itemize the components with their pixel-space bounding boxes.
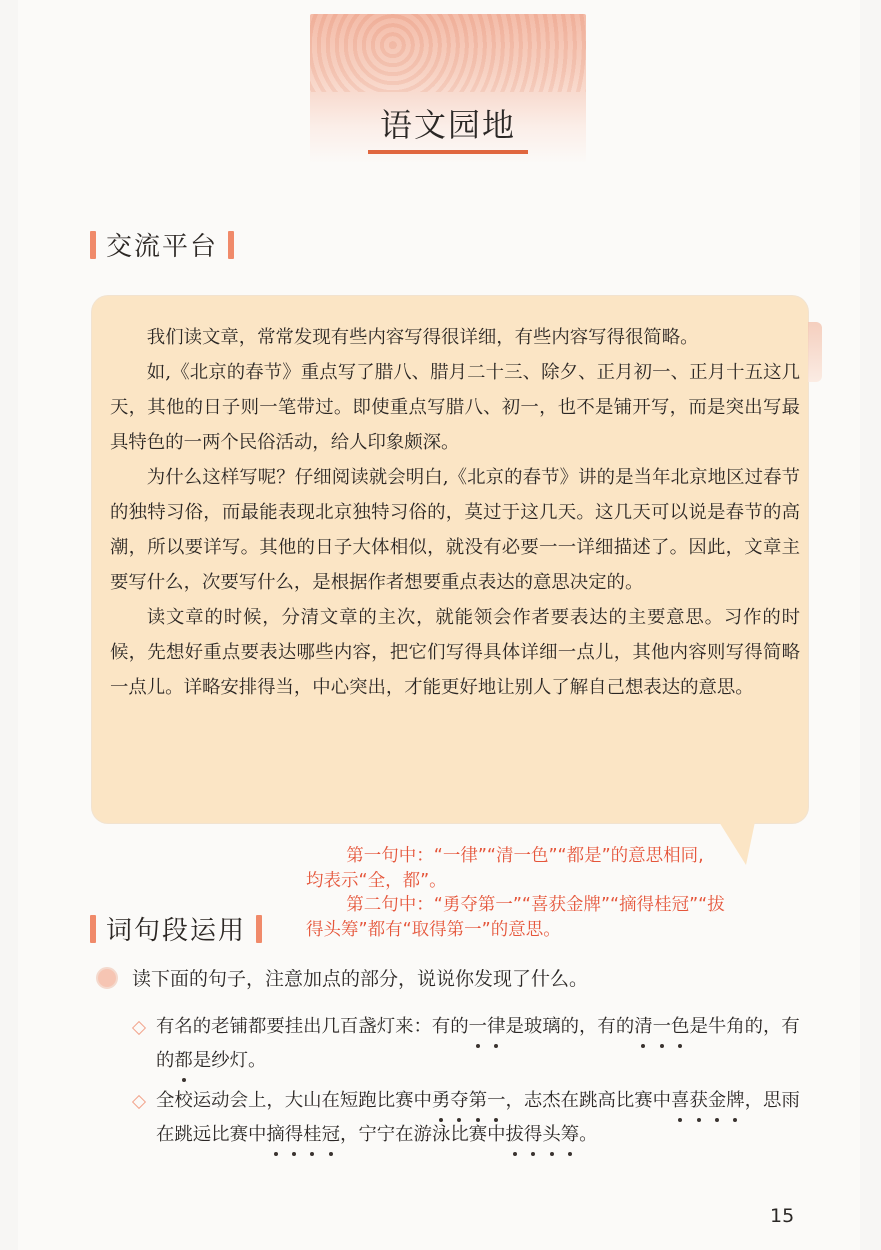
bookmark-ribbon bbox=[808, 322, 822, 382]
annotation-line: 第一句中：“一律”“清一色”“都是”的意思相同, bbox=[346, 846, 704, 866]
paragraph: 我们读文章，常常发现有些内容写得很详细，有些内容写得很简略。 bbox=[146, 327, 699, 348]
section-bar-left bbox=[90, 231, 96, 259]
diamond-bullet-icon bbox=[132, 1095, 146, 1109]
emphasized-char: 头 bbox=[542, 1118, 560, 1152]
paragraph: 读文章的时候，分清文章的主次，就能领会作者要表达的主要意思。习作的时候，先想好重点要表达哪些内容，把它们写得具体详细一点儿，其他内容则写得简略一点儿。详略安排得当，中心突出，才能更好地让别人了解自己想表达的意思。 bbox=[110, 607, 800, 698]
sentence-text: 是纱灯。 bbox=[192, 1050, 267, 1071]
page-title: 语文园地 bbox=[379, 106, 516, 144]
diamond-bullet-icon bbox=[132, 1021, 146, 1035]
emphasized-char: 拔 bbox=[506, 1118, 524, 1152]
sentence-text: 。 bbox=[579, 1124, 598, 1145]
emphasized-char: 清 bbox=[634, 1010, 652, 1044]
sentence-text: 是玻璃的，有的 bbox=[505, 1016, 635, 1037]
paragraph: 如,《北京的春节》重点写了腊八、腊月二十三、除夕、正月初一、正月十五这几天，其他的日子则一笔带过。即使重点写腊八、初一，也不是铺开写，而是突出写最具特色的一两个民俗活动，给人印象颇深。 bbox=[110, 362, 800, 453]
section-header-exchange bbox=[90, 226, 234, 263]
section-title-usage: 词句段运用 bbox=[106, 916, 247, 946]
sentence-text: ，思雨在跳远比赛中 bbox=[156, 1090, 800, 1145]
emphasized-char: 筹 bbox=[561, 1118, 579, 1152]
section-bar-left bbox=[90, 915, 96, 943]
emphasized-char: 喜 bbox=[671, 1084, 689, 1118]
sentence-text: ，志杰在跳高比赛中 bbox=[505, 1090, 672, 1111]
emphasized-char: 牌 bbox=[726, 1084, 744, 1118]
emphasized-char: 桂 bbox=[303, 1118, 321, 1152]
emphasized-char: 夺 bbox=[450, 1084, 468, 1118]
section-title-exchange: 交流平台 bbox=[106, 232, 219, 262]
emphasized-char: 一 bbox=[487, 1084, 505, 1118]
section-bar-right bbox=[228, 231, 234, 259]
emphasized-char: 勇 bbox=[432, 1084, 450, 1118]
example-sentence-2 bbox=[134, 1084, 814, 1152]
sentence-text: 是牛角的，有的 bbox=[156, 1016, 800, 1071]
section-bar-right bbox=[256, 915, 262, 943]
sentence-text: 全校运动会上，大山在短跑比赛中 bbox=[156, 1090, 432, 1111]
emphasized-char: 得 bbox=[524, 1118, 542, 1152]
exercise-number-icon bbox=[96, 967, 118, 989]
sentence-text: 有名的老铺都要挂出几百盏灯来：有的 bbox=[156, 1016, 469, 1037]
instruction-text: 读下面的句子，注意加点的部分，说说你发现了什么。 bbox=[132, 968, 589, 990]
emphasized-char: 一 bbox=[653, 1010, 671, 1044]
paragraph: 为什么这样写呢？仔细阅读就会明白,《北京的春节》讲的是当年北京地区过春节的独特习俗，而最能表现北京独特习俗的，莫过于这几天。这几天可以说是春节的高潮，所以要详写。其他的日子大体相似，就没有必要一一详细描述了。因此，文章主要写什么，次要写什么，是根据作者想要重点表达的意思决定的。 bbox=[110, 467, 800, 593]
sentence-text: ，宁宁在游泳比赛中 bbox=[339, 1124, 506, 1145]
exercise-instruction bbox=[96, 964, 588, 991]
emphasized-char: 冠 bbox=[322, 1118, 340, 1152]
emphasized-char: 金 bbox=[708, 1084, 726, 1118]
emphasized-char: 都 bbox=[174, 1044, 192, 1078]
emphasized-char: 第 bbox=[469, 1084, 487, 1118]
annotation-line: 均表示“全，都”。 bbox=[306, 870, 447, 891]
emphasized-char: 摘 bbox=[266, 1118, 284, 1152]
handwritten-annotation bbox=[306, 844, 811, 942]
emphasized-char: 色 bbox=[671, 1010, 689, 1044]
section-header-usage bbox=[90, 910, 262, 947]
emphasized-char: 一 bbox=[469, 1010, 487, 1044]
annotation-line: 第二句中：“勇夺第一”“喜获金牌”“摘得桂冠”“拔 bbox=[346, 895, 725, 915]
title-underline bbox=[368, 150, 528, 154]
emphasized-char: 得 bbox=[285, 1118, 303, 1152]
emphasized-char: 获 bbox=[689, 1084, 707, 1118]
example-sentence-1 bbox=[134, 1010, 814, 1078]
emphasized-char: 律 bbox=[487, 1010, 505, 1044]
exchange-text bbox=[110, 320, 800, 705]
page-number: 15 bbox=[770, 1205, 795, 1227]
annotation-line: 得头筹”都有“取得第一”的意思。 bbox=[306, 919, 561, 940]
